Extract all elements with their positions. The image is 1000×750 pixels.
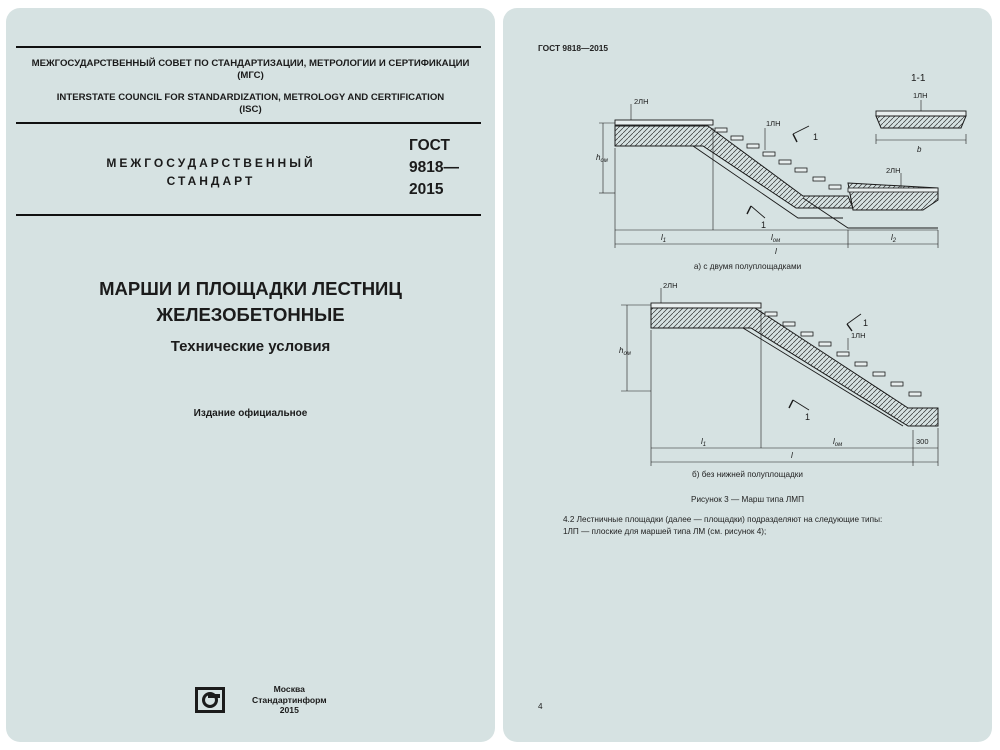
paragraph-line1: 4.2 Лестничные площадки (далее — площадки) подразделяют на следующие типы:: [563, 515, 883, 524]
council-en-line2: (ISC): [239, 104, 262, 115]
fig-b-hom-label: $h_{ом}$: [619, 346, 631, 357]
fig-a-l2-label: $l_2$: [891, 233, 897, 244]
publisher-year: 2015: [279, 705, 299, 715]
gost-label: ГОСТ: [409, 137, 450, 154]
figure-caption: Рисунок 3 — Марш типа ЛМП: [691, 495, 804, 504]
council-ru-line2: (МГС): [237, 70, 264, 81]
fig-b-lom-label: $l_{ом}$: [833, 437, 843, 448]
standard-type-line2: СТАНДАРТ: [166, 174, 256, 188]
section-b-label: b: [917, 145, 922, 154]
right-page-drawing: [503, 8, 992, 742]
fig-a-hom-label: $h_{ом}$: [596, 153, 608, 164]
top-rule: [16, 46, 481, 48]
paragraph-line2: 1ЛП — плоские для маршей типа ЛМ (см. рисунок 4);: [563, 527, 767, 536]
left-page-title: [6, 8, 495, 742]
fig-a-l1-label: $l_1$: [661, 233, 667, 244]
publisher-imprint: [252, 684, 327, 716]
subtitle: Технические условия: [170, 338, 331, 355]
fig-a-1ln-label: 1ЛН: [766, 119, 781, 128]
fig-b-section-mark-lower: 1: [805, 412, 811, 422]
fig-a-lom-label: $l_{ом}$: [771, 233, 781, 244]
fig-a-section-mark-lower: 1: [761, 220, 767, 230]
page-number: 4: [538, 702, 543, 711]
fig-a-l-label: l: [775, 247, 777, 256]
gost-number: 9818—: [409, 159, 459, 176]
edition-note: Издание официальное: [193, 408, 308, 419]
standartinform-logo-icon: [194, 686, 226, 714]
fig-a-2ln-lower-label: 2ЛН: [886, 166, 901, 175]
fig-b-l-label: l: [791, 451, 793, 460]
title-line1: МАРШИ И ПЛОЩАДКИ ЛЕСТНИЦ: [99, 278, 402, 299]
council-ru-line1: МЕЖГОСУДАРСТВЕННЫЙ СОВЕТ ПО СТАНДАРТИЗАЦИИ, МЕТРОЛОГИИ И СЕРТИФИКАЦИИ: [31, 58, 470, 69]
standard-rule: [16, 214, 481, 216]
publisher-city: Москва: [273, 684, 305, 694]
gost-year: 2015: [409, 181, 444, 198]
standard-type-line1: МЕЖГОСУДАРСТВЕННЫЙ: [106, 156, 316, 170]
section-1-1-detail: [876, 100, 966, 144]
section-title-label: 1-1: [911, 73, 926, 84]
fig-b-2ln-label: 2ЛН: [663, 281, 678, 290]
fig-b-section-mark-upper: 1: [863, 318, 869, 328]
page-header: ГОСТ 9818—2015: [538, 43, 609, 53]
figure-b-caption: б) без нижней полуплощадки: [692, 470, 803, 479]
section-1ln-label: 1ЛН: [913, 91, 928, 100]
fig-b-1ln-label: 1ЛН: [851, 331, 866, 340]
publisher-name: Стандартинформ: [252, 694, 327, 705]
council-rule: [16, 122, 481, 124]
fig-a-section-mark-upper: 1: [813, 132, 819, 142]
figure-3-drawing: [503, 48, 992, 528]
figure-a-caption: а) с двумя полуплощадками: [693, 262, 802, 271]
fig-b-l1-label: $l_1$: [701, 437, 707, 448]
fig-a-2ln-label: 2ЛН: [634, 97, 649, 106]
council-en-line1: INTERSTATE COUNCIL FOR STANDARDIZATION, METROLOGY AND CERTIFICATION: [56, 92, 445, 103]
figure-b-stair-flight: [621, 288, 938, 466]
title-line2: ЖЕЛЕЗОБЕТОННЫЕ: [156, 304, 345, 325]
fig-b-300-label: 300: [916, 437, 929, 446]
